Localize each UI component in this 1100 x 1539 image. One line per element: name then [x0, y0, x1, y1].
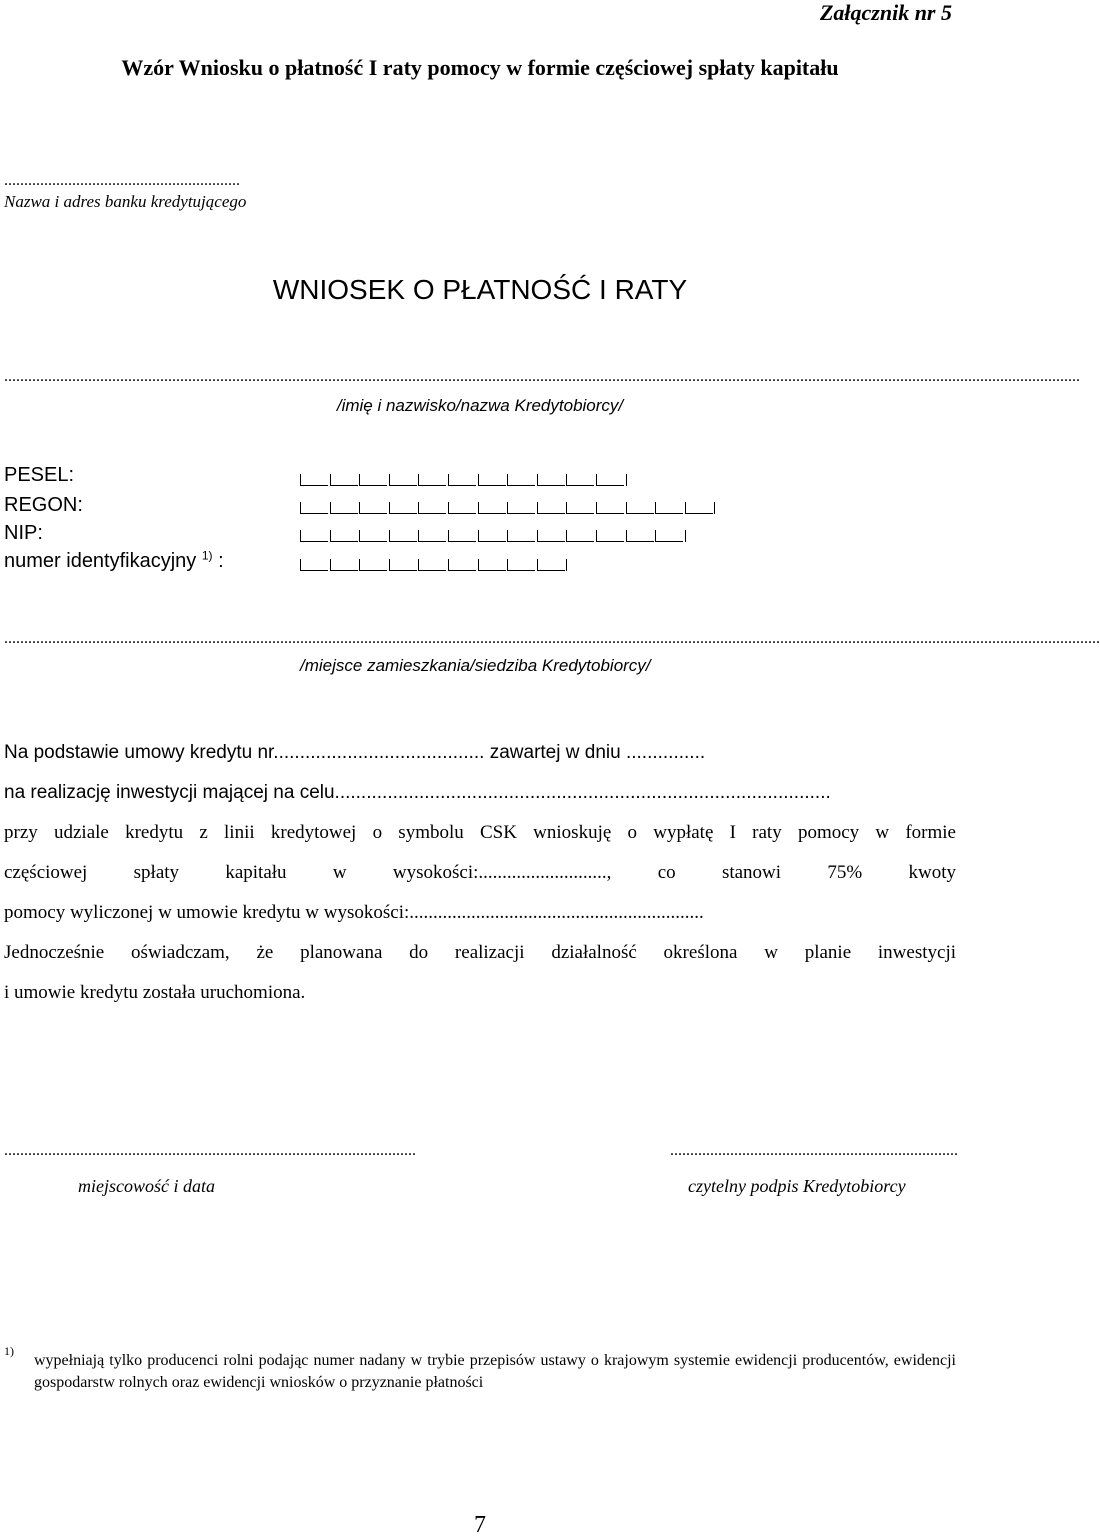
digit-box[interactable]: [655, 530, 683, 542]
digit-box[interactable]: [655, 502, 683, 514]
digit-box[interactable]: [448, 502, 476, 514]
residence-caption: /miejsce zamieszkania/siedziba Kredytobiorcy/: [300, 656, 651, 675]
place-date-caption: miejscowość i data: [78, 1176, 215, 1196]
digit-box-end: [685, 530, 686, 542]
body-line-credit: przy udziale kredytu z linii kredytowej o symbolu CSK wnioskuję o wypłatę I raty pomocy w formie: [4, 822, 956, 843]
digit-box[interactable]: [626, 502, 654, 514]
digit-box[interactable]: [478, 530, 506, 542]
digit-box[interactable]: [300, 502, 328, 514]
digit-box[interactable]: [685, 502, 713, 514]
digit-box[interactable]: [330, 502, 358, 514]
pesel-digit-boxes[interactable]: [300, 474, 628, 490]
digit-box[interactable]: [478, 559, 506, 571]
digit-box[interactable]: [537, 530, 565, 542]
digit-box[interactable]: [478, 474, 506, 486]
digit-box[interactable]: [566, 530, 594, 542]
digit-box[interactable]: [566, 502, 594, 514]
digit-box[interactable]: [507, 530, 535, 542]
digit-box[interactable]: [418, 559, 446, 571]
regon-label: REGON:: [4, 494, 83, 516]
borrower-name-caption: /imię i nazwisko/nazwa Kredytobiorcy/: [336, 396, 624, 415]
digit-box[interactable]: [418, 502, 446, 514]
digit-box[interactable]: [359, 474, 387, 486]
digit-box[interactable]: [507, 474, 535, 486]
signature-field[interactable]: ........................................................................: [670, 1142, 958, 1159]
page-number: 7: [474, 1512, 486, 1538]
residence-field[interactable]: ..................................................................................................................................................................................................................................................................................: [4, 630, 1100, 647]
digit-box[interactable]: [448, 559, 476, 571]
body-line-amount: częściowej spłaty kapitału w wysokości:..........................., co stanowi 75% kwoty: [4, 862, 956, 883]
body-line-contract: Na podstawie umowy kredytu nr........................................ zawartej w dniu ...............: [4, 742, 706, 763]
digit-box[interactable]: [418, 474, 446, 486]
digit-box-end: [626, 474, 627, 486]
digit-box[interactable]: [537, 474, 565, 486]
body-line-declaration-end: i umowie kredytu została uruchomiona.: [4, 982, 306, 1003]
digit-box-end: [566, 559, 567, 571]
digit-box[interactable]: [389, 474, 417, 486]
digit-box[interactable]: [300, 559, 328, 571]
document-title: Wzór Wniosku o płatność I raty pomocy w formie częściowej spłaty kapitału: [121, 55, 839, 80]
digit-box[interactable]: [330, 474, 358, 486]
digit-box[interactable]: [418, 530, 446, 542]
bank-name-field[interactable]: ...........................................................: [4, 172, 240, 189]
nip-label: NIP:: [4, 522, 43, 544]
body-line-investment: na realizację inwestycji mającej na celu..............................................................................................: [4, 782, 831, 803]
digit-box[interactable]: [389, 502, 417, 514]
regon-digit-boxes[interactable]: [300, 502, 717, 518]
nip-digit-boxes[interactable]: [300, 530, 687, 546]
digit-box[interactable]: [537, 502, 565, 514]
pesel-label: PESEL:: [4, 464, 75, 486]
body-line-aid-amount: pomocy wyliczonej w umowie kredytu w wysokości:..............................................................: [4, 902, 704, 923]
digit-box[interactable]: [448, 474, 476, 486]
footnote-text: wypełniają tylko producenci rolni podając numer nadany w trybie przepisów ustawy o krajowym systemie ewidencji producentów, ewidencji gospodarstw rolnych oraz ewidencji wniosków o przyznanie płatności: [34, 1352, 956, 1391]
digit-box[interactable]: [626, 530, 654, 542]
digit-box[interactable]: [300, 530, 328, 542]
body-line-declaration: Jednocześnie oświadczam, że planowana do realizacji działalność określona w planie inwestycji: [4, 942, 956, 963]
digit-box[interactable]: [478, 502, 506, 514]
digit-box[interactable]: [566, 474, 594, 486]
digit-box[interactable]: [596, 530, 624, 542]
digit-box[interactable]: [300, 474, 328, 486]
identification-number-colon: :: [218, 550, 224, 572]
signature-caption: czytelny podpis Kredytobiorcy: [688, 1176, 906, 1196]
identification-number-digit-boxes[interactable]: [300, 559, 569, 575]
digit-box[interactable]: [507, 559, 535, 571]
digit-box[interactable]: [389, 530, 417, 542]
identification-number-label: [4, 550, 224, 573]
form-heading: WNIOSEK O PŁATNOŚĆ I RATY: [272, 274, 688, 305]
digit-box[interactable]: [537, 559, 565, 571]
digit-box[interactable]: [330, 559, 358, 571]
digit-box-end: [714, 502, 715, 514]
place-date-field[interactable]: .......................................................................................................: [4, 1142, 416, 1159]
digit-box[interactable]: [448, 530, 476, 542]
digit-box[interactable]: [359, 502, 387, 514]
digit-box[interactable]: [507, 502, 535, 514]
digit-box[interactable]: [596, 474, 624, 486]
footnote-marker: 1): [4, 1344, 14, 1358]
digit-box[interactable]: [596, 502, 624, 514]
digit-box[interactable]: [389, 559, 417, 571]
digit-box[interactable]: [359, 530, 387, 542]
bank-name-caption: Nazwa i adres banku kredytującego: [4, 192, 247, 211]
annex-label: Załącznik nr 5: [819, 0, 952, 25]
borrower-name-field[interactable]: .............................................................................................................................................................................................................................................................................: [4, 368, 1080, 385]
digit-box[interactable]: [359, 559, 387, 571]
identification-number-text: numer identyfikacyjny: [4, 550, 197, 572]
footnote-ref: 1): [201, 548, 213, 563]
digit-box[interactable]: [330, 530, 358, 542]
